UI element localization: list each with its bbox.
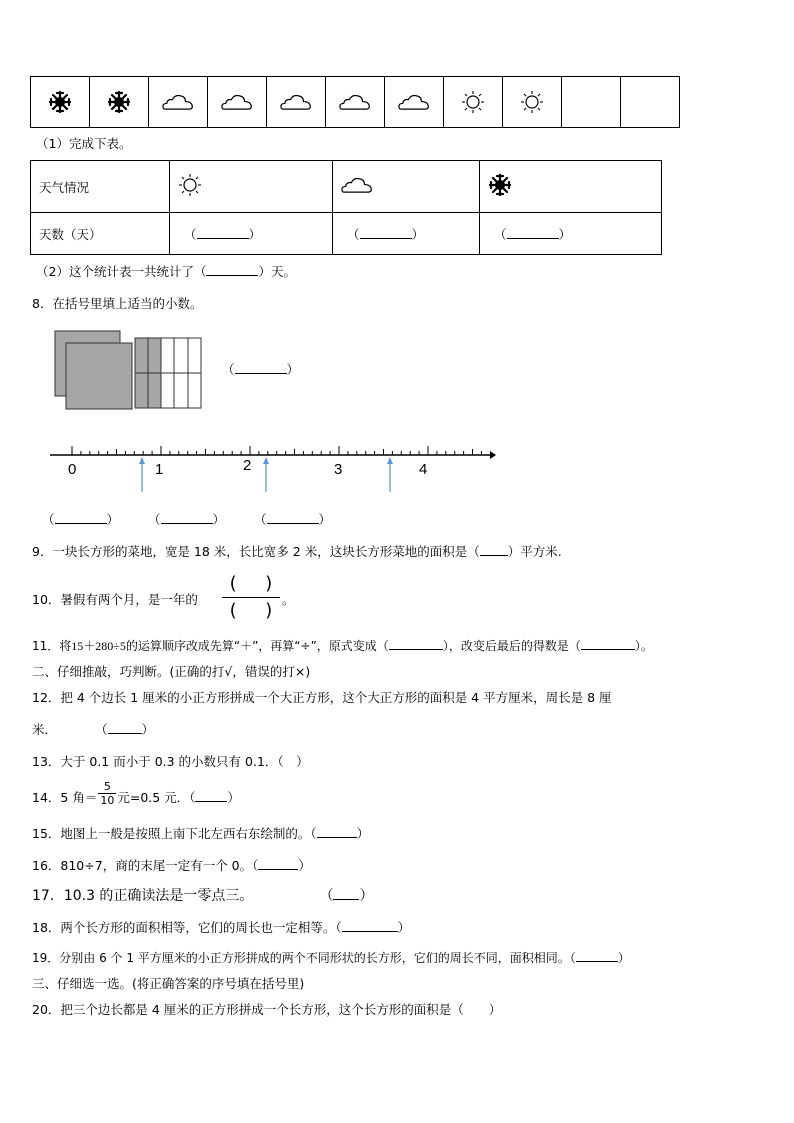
q12-line2 — [32, 722, 154, 738]
paren-close: ） — [248, 226, 262, 242]
answer-blank[interactable] — [360, 238, 412, 239]
q16-text: 16．810÷7，商的末尾一定有一个 0。（ — [32, 858, 259, 873]
cloud-icon — [208, 93, 266, 112]
paren-close: ） — [558, 226, 572, 242]
paren-open: （ — [494, 226, 507, 242]
number-line — [44, 438, 500, 496]
weather-cell — [149, 77, 208, 128]
weather-cell — [208, 77, 267, 128]
q12-text-end: 米． — [32, 722, 58, 737]
q20: 20．把三个边长都是 4 厘米的正方形拼成一个长方形，这个长方形的面积是（ ） — [32, 1002, 502, 1017]
paren-close: ） — [298, 858, 311, 873]
weather-cell — [503, 77, 562, 128]
weather-cell — [267, 77, 326, 128]
tick-label-1: 1 — [155, 461, 164, 478]
stat-sun-cell — [170, 161, 333, 213]
sun-icon — [503, 90, 561, 114]
q14-fraction — [98, 780, 116, 807]
weather-cell — [90, 77, 149, 128]
q9 — [32, 544, 562, 560]
paren-close: ） — [318, 512, 332, 527]
tick-label-2: 2 — [243, 457, 252, 474]
q15 — [32, 826, 369, 842]
paren-close: ） — [141, 722, 155, 737]
weather-record-table — [30, 76, 680, 128]
stat-cloud-cell — [333, 161, 480, 213]
answer-blank[interactable] — [342, 931, 398, 932]
q7-part2-text-end: ）天。 — [258, 264, 296, 279]
answer-blank[interactable] — [108, 733, 142, 734]
paren-open: （ — [184, 226, 197, 242]
q19-text: 19．分别由 6 个 1 平方厘米的小正方形拼成的两个不同形状的长方形，它们的周长不同，面积相同。（ — [32, 951, 576, 965]
answer-blank[interactable] — [581, 649, 635, 650]
snow-icon — [488, 173, 512, 197]
q14-text: 14．5 角＝ — [32, 790, 98, 805]
stat-row2-label: 天数（天） — [31, 213, 170, 255]
q15-text: 15．地图上一般是按照上南下北左西右东绘制的。（ — [32, 826, 317, 841]
weather-cell — [385, 77, 444, 128]
q10-text: 10．暑假有两个月，是一年的 — [32, 592, 198, 607]
q9-text-end: ）平方米. — [507, 544, 562, 559]
paren-close: ） — [356, 826, 370, 841]
paren-close: ） — [106, 512, 120, 527]
answer-blank[interactable] — [507, 238, 559, 239]
q11-text-2: 的运算顺序改成先算“＋”，再算“÷”，原式变成（ — [125, 639, 389, 653]
q11-text-4: ）。 — [634, 639, 653, 653]
q8-title: 8．在括号里填上适当的小数。 — [32, 296, 203, 311]
q9-text: 9．一块长方形的菜地，宽是 18 米，长比宽多 2 米，这块长方形菜地的面积是（ — [32, 544, 480, 559]
q10 — [32, 592, 198, 608]
tick-label-3: 3 — [334, 461, 343, 478]
q19 — [32, 950, 630, 966]
cloud-icon — [385, 93, 443, 112]
q16 — [32, 858, 311, 874]
paren-open: （ — [42, 512, 55, 527]
answer-blank[interactable] — [235, 373, 287, 374]
paren-open: （ — [347, 226, 360, 242]
cloud-icon — [267, 93, 325, 112]
weather-stat-table — [30, 160, 662, 255]
decimal-squares-figure — [54, 330, 204, 412]
answer-blank[interactable] — [55, 523, 107, 524]
snow-icon — [31, 90, 89, 114]
q11-expression: 15＋280÷5 — [71, 639, 126, 653]
paren-close: ） — [617, 951, 630, 965]
fraction-denominator: 10 — [100, 794, 115, 807]
snow-icon — [90, 90, 148, 114]
q13: 13．大于 0.1 而小于 0.3 的小数只有 0.1．（ ） — [32, 754, 309, 769]
q14 — [32, 780, 240, 807]
paren-close: ） — [227, 790, 240, 805]
tick-label-0: 0 — [68, 461, 77, 478]
answer-blank[interactable] — [161, 523, 213, 524]
answer-blank[interactable] — [317, 837, 357, 838]
stat-snow-answer[interactable] — [480, 213, 662, 255]
weather-cell-empty — [562, 77, 621, 128]
stat-cloud-answer[interactable] — [333, 213, 480, 255]
q17-text: 17．10.3 的正确读法是一零点三。 — [32, 888, 254, 904]
paren-open: （ — [254, 512, 267, 527]
answer-blank[interactable] — [389, 649, 443, 650]
weather-cell — [31, 77, 90, 128]
answer-blank[interactable] — [206, 275, 258, 276]
paren-open: （ — [319, 888, 334, 904]
paren-close: ） — [397, 920, 411, 935]
weather-cell-empty — [621, 77, 680, 128]
tick-label-4: 4 — [419, 461, 428, 478]
cloud-icon — [149, 93, 207, 112]
fraction-numerator: 5 — [98, 780, 116, 794]
answer-blank[interactable] — [333, 899, 359, 900]
q18-text: 18．两个长方形的面积相等，它们的周长也一定相等。（ — [32, 920, 342, 935]
q11-text: 11．将 — [32, 639, 72, 653]
q7-part2-text: （2）这个统计表一共统计了（ — [36, 264, 207, 279]
stat-row1-label: 天气情况 — [31, 161, 170, 213]
cloud-icon — [341, 176, 373, 195]
stat-sun-answer[interactable] — [170, 213, 333, 255]
q10-fraction-blank[interactable]: ( ) ( ) — [222, 572, 280, 623]
answer-blank[interactable] — [197, 238, 249, 239]
q12-line1: 12．把 4 个边长 1 厘米的小正方形拼成一个大正方形，这个大正方形的面积是 4 平方厘米，周长是 8 厘 — [32, 690, 612, 705]
paren-close: ） — [286, 362, 300, 377]
q18 — [32, 920, 410, 936]
weather-cell — [326, 77, 385, 128]
weather-cell — [444, 77, 503, 128]
cloud-icon — [326, 93, 384, 112]
q8-squares-answer[interactable] — [222, 362, 299, 378]
section-3-heading: 三、仔细选一选。(将正确答案的序号填在括号里) — [32, 976, 305, 991]
sun-icon — [178, 173, 202, 197]
answer-blank[interactable] — [267, 523, 319, 524]
paren-close: ） — [359, 888, 374, 904]
answer-blank[interactable] — [195, 801, 227, 802]
answer-blank[interactable] — [576, 961, 618, 962]
stat-snow-cell — [480, 161, 662, 213]
q14-text-end: 元=0.5 元．（ — [117, 790, 196, 805]
paren-open: （ — [95, 722, 108, 737]
sun-icon — [444, 90, 502, 114]
paren-open: （ — [222, 362, 235, 377]
paren-open: （ — [148, 512, 161, 527]
q7-part2 — [36, 264, 296, 280]
q11 — [32, 638, 653, 654]
q10-end: 。 — [282, 592, 295, 607]
q17 — [32, 888, 373, 904]
paren-close: ） — [411, 226, 425, 242]
answer-blank[interactable] — [480, 555, 508, 556]
q8-line-answer-1[interactable] — [42, 512, 119, 528]
q8-line-answer-3[interactable] — [254, 512, 331, 528]
paren-close: ） — [212, 512, 226, 527]
q8-line-answer-2[interactable] — [148, 512, 225, 528]
q7-part1: （1）完成下表。 — [36, 136, 132, 151]
q11-text-3: ），改变后最后的得数是（ — [442, 639, 581, 653]
section-2-heading: 二、仔细推敲，巧判断。(正确的打√，错误的打×) — [32, 664, 311, 679]
answer-blank[interactable] — [258, 869, 298, 870]
